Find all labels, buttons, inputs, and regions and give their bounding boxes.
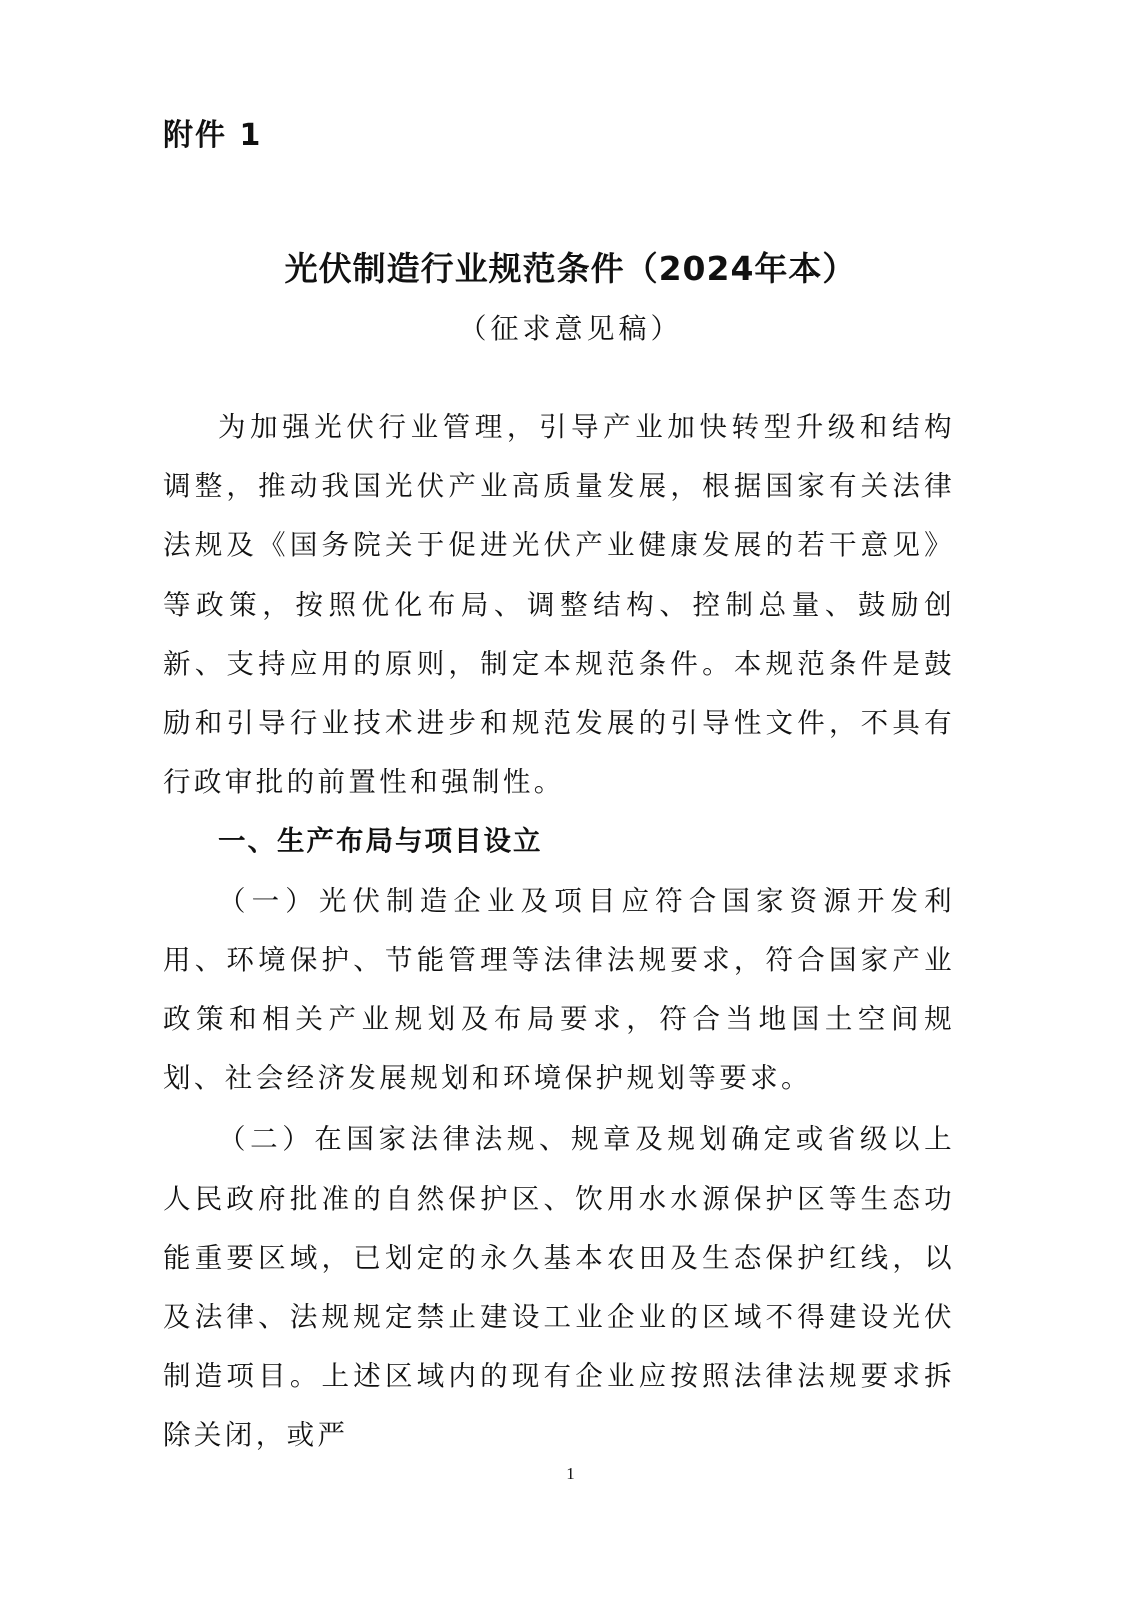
intro-paragraph: 为加强光伏行业管理，引导产业加快转型升级和结构调整，推动我国光伏产业高质量发展，根据国家有关法律法规及《国务院关于促进光伏产业健康发展的若干意见》等政策，按照优化布局、调整结构、控制总量、鼓励创新、支持应用的原则，制定本规范条件。本规范条件是鼓励和引导行业技术进步和规范发展的引导性文件，不具有行政审批的前置性和强制性。 (163, 411, 955, 799)
clause-paragraph-1: （一）光伏制造企业及项目应符合国家资源开发利用、环境保护、节能管理等法律法规要求，符合国家产业政策和相关产业规划及布局要求，符合当地国土空间规划、社会经济发展规划和环境保护规划等要求。 (163, 884, 955, 1095)
document-subtitle: （征求意见稿） (458, 312, 683, 345)
document-body (163, 398, 955, 1466)
document-title: 光伏制造行业规范条件（2024年本） (284, 249, 857, 288)
clause-paragraph-2: （二）在国家法律法规、规章及规划确定或省级以上人民政府批准的自然保护区、饮用水水源保护区等生态功能重要区域，已划定的永久基本农田及生态保护红线，以及法律、法规规定禁止建设工业企业的区域不得建设光伏制造项目。上述区域内的现有企业应按照法律法规要求拆除关闭，或严 (163, 1123, 955, 1452)
attachment-label: 附件 1 (163, 118, 263, 153)
section-heading: 一、生产布局与项目设立 (218, 825, 543, 858)
page-number: 1 (566, 1464, 575, 1483)
